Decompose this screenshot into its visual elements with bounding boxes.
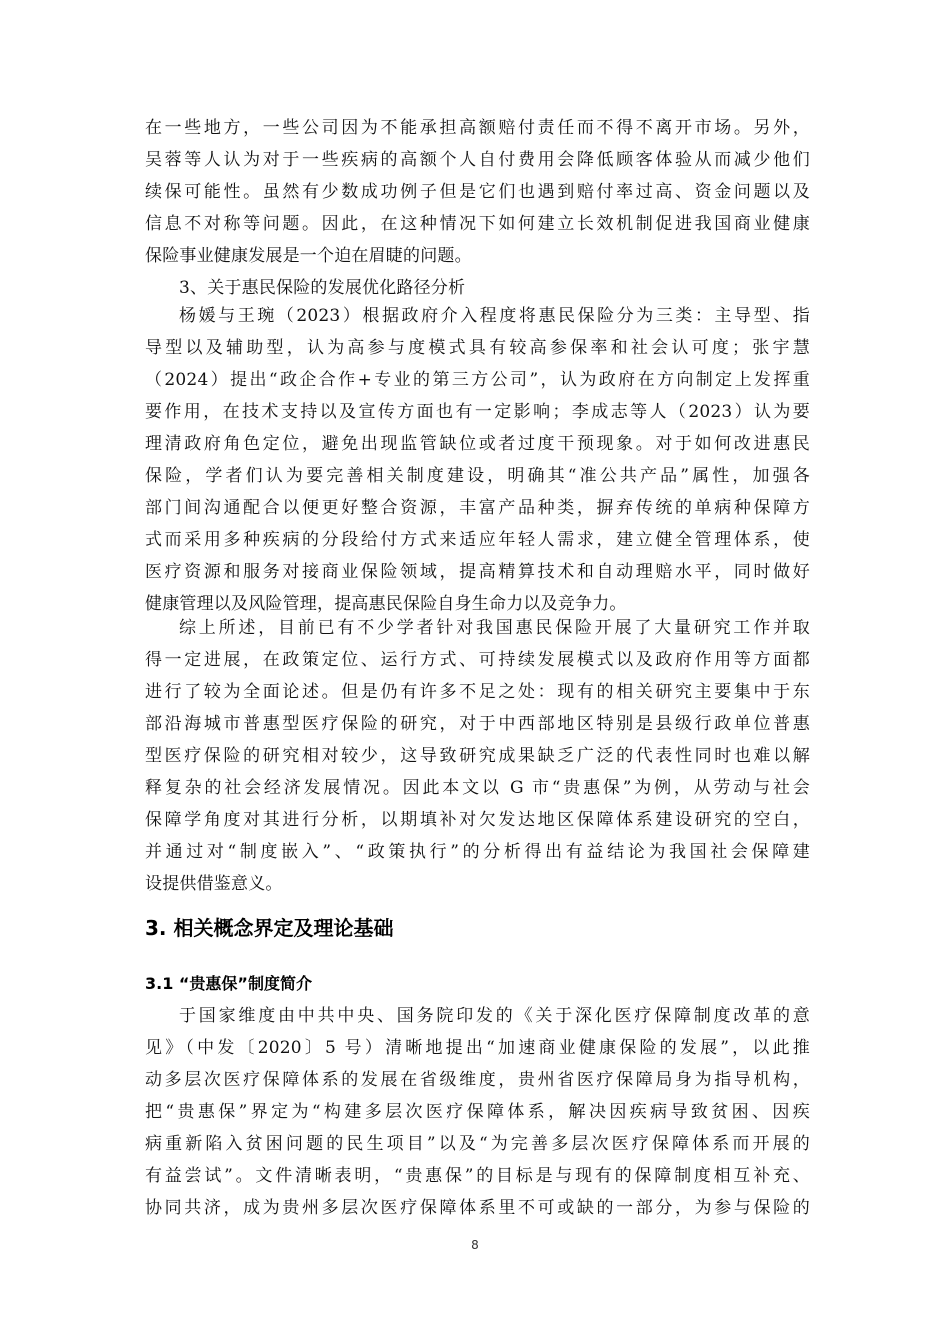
text-line: 要作用，在技术支持以及宣传方面也有一定影响；李成志等人（2023）认为要 — [145, 402, 810, 422]
text-line: 设提供借鉴意义。 — [145, 874, 283, 894]
section-heading: 3. 相关概念界定及理论基础 — [145, 916, 394, 940]
text-line: 杨媛与王琬（2023）根据政府介入程度将惠民保险分为三类：主导型、指 — [179, 306, 810, 326]
text-line: 综上所述，目前已有不少学者针对我国惠民保险开展了大量研究工作并取 — [179, 618, 810, 638]
paragraph-1 — [145, 112, 810, 304]
text-line: 信息不对称等问题。因此，在这种情况下如何建立长效机制促进我国商业健康 — [145, 214, 810, 234]
text-line: 保险，学者们认为要完善相关制度建设，明确其“准公共产品”属性，加强各 — [145, 466, 810, 486]
text-line: 续保可能性。虽然有少数成功例子但是它们也遇到赔付率过高、资金问题以及 — [145, 182, 810, 202]
text-line: 式而采用多种疾病的分段给付方式来适应年轻人需求，建立健全管理体系，使 — [145, 530, 810, 550]
text-line: 动多层次医疗保障体系的发展在省级维度，贵州省医疗保障局身为指导机构， — [145, 1070, 810, 1090]
page-number: 8 — [471, 1238, 479, 1252]
text-line: 理清政府角色定位，避免出现监管缺位或者过度干预现象。对于如何改进惠民 — [145, 434, 810, 454]
paragraph-4 — [145, 1000, 810, 1224]
text-line: 有益尝试”。文件清晰表明，“贵惠保”的目标是与现有的保障制度相互补充、 — [145, 1166, 810, 1186]
text-line: 得一定进展，在政策定位、运行方式、可持续发展模式以及政府作用等方面都 — [145, 650, 810, 670]
text-line: 在一些地方，一些公司因为不能承担高额赔付责任而不得不离开市场。另外， — [145, 118, 810, 138]
text-line: （2024）提出“政企合作+专业的第三方公司”，认为政府在方向制定上发挥重 — [145, 370, 810, 390]
text-line: 并通过对“制度嵌入”、“政策执行”的分析得出有益结论为我国社会保障建 — [145, 842, 810, 862]
text-line: 见》（中发〔2020〕5 号）清晰地提出“加速商业健康保险的发展”，以此推 — [145, 1038, 810, 1058]
paragraph-3 — [145, 612, 810, 900]
text-line: 导型以及辅助型，认为高参与度模式具有较高参保率和社会认可度；张宇慧 — [145, 338, 810, 358]
text-line: 健康管理以及风险管理，提高惠民保险自身生命力以及竞争力。 — [145, 594, 627, 614]
text-line: 部沿海城市普惠型医疗保险的研究，对于中西部地区特别是县级行政单位普惠 — [145, 714, 810, 734]
text-line: 进行了较为全面论述。但是仍有许多不足之处：现有的相关研究主要集中于东 — [145, 682, 810, 702]
text-line: 释复杂的社会经济发展情况。因此本文以 G 市“贵惠保”为例，从劳动与社会 — [145, 778, 810, 798]
text-line: 于国家维度由中共中央、国务院印发的《关于深化医疗保障制度改革的意 — [179, 1006, 810, 1026]
paragraph-2 — [145, 300, 810, 620]
text-line: 保障学角度对其进行分析，以期填补对欠发达地区保障体系建设研究的空白， — [145, 810, 810, 830]
text-line: 吴蓉等人认为对于一些疾病的高额个人自付费用会降低顾客体验从而减少他们 — [145, 150, 810, 170]
text-line: 部门间沟通配合以便更好整合资源，丰富产品种类，摒弃传统的单病种保障方 — [145, 498, 810, 518]
text-line: 病重新陷入贫困问题的民生项目”以及“为完善多层次医疗保障体系而开展的 — [145, 1134, 810, 1154]
text-line: 保险事业健康发展是一个迫在眉睫的问题。 — [145, 246, 472, 266]
subheading-3: 3、关于惠民保险的发展优化路径分析 — [179, 278, 466, 298]
text-line: 医疗资源和服务对接商业保险领域，提高精算技术和自动理赔水平，同时做好 — [145, 562, 810, 582]
text-line: 把“贵惠保”界定为“构建多层次医疗保障体系，解决因疾病导致贫困、因疾 — [145, 1102, 810, 1122]
text-line: 型医疗保险的研究相对较少，这导致研究成果缺乏广泛的代表性同时也难以解 — [145, 746, 810, 766]
text-line: 协同共济，成为贵州多层次医疗保障体系里不可或缺的一部分，为参与保险的 — [145, 1198, 810, 1218]
subsection-heading: 3.1 “贵惠保”制度简介 — [145, 974, 312, 993]
